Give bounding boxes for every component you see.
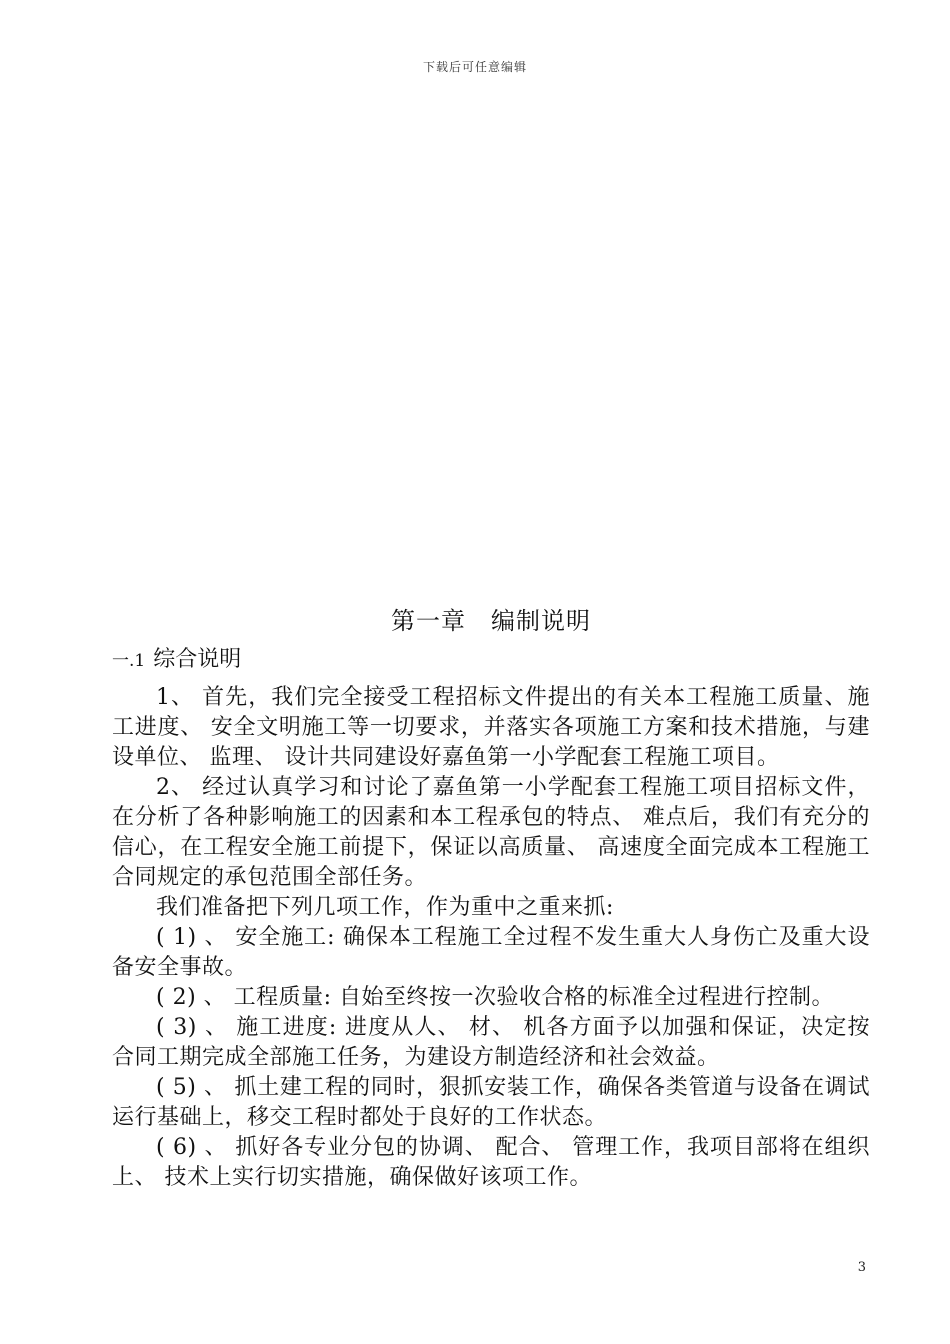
list-item: ( 6) 、 抓好各专业分包的协调、 配合、 管理工作，我项目部将在组织上、 技术上实行切实措施，确保做好该项工作。: [112, 1135, 870, 1190]
paragraph: 2、 经过认真学习和讨论了嘉鱼第一小学配套工程施工项目招标文件， 在分析了各种影响施工的因素和本工程承包的特点、 难点后，我们有充分的信心，在工程安全施工前提下，保证以高质量、 高速度全面完成本工程施工合同规定的承包范围全部任务。: [112, 775, 870, 890]
document-body: [112, 604, 870, 1193]
page-number: 3: [857, 1260, 866, 1275]
paragraph: 1、 首先，我们完全接受工程招标文件提出的有关本工程施工质量、施工进度、 安全文明施工等一切要求，并落实各项施工方案和技术措施，与建设单位、 监理、 设计共同建设好嘉鱼第一小学配套工程施工项目。: [112, 685, 870, 770]
section-number: 一.1: [112, 651, 146, 671]
chapter-title: 第一章 编制说明: [391, 607, 591, 635]
header-note: 下载后可任意编辑: [422, 60, 527, 74]
paragraph: 我们准备把下列几项工作，作为重中之重来抓:: [156, 895, 614, 920]
list-item: ( 5) 、 抓土建工程的同时，狠抓安装工作，确保各类管道与设备在调试运行基础上，移交工程时都处于良好的工作状态。: [112, 1075, 870, 1130]
list-item: ( 3) 、 施工进度: 进度从人、 材、 机各方面予以加强和保证，决定按合同工期完成全部施工任务，为建设方制造经济和社会效益。: [112, 1015, 870, 1070]
list-item: ( 1) 、 安全施工: 确保本工程施工全过程不发生重大人身伤亡及重大设备安全事故。: [112, 925, 870, 980]
section-title: 综合说明: [153, 647, 242, 672]
list-item: ( 2) 、 工程质量: 自始至终按一次验收合格的标准全过程进行控制。: [156, 985, 835, 1010]
section-heading: [112, 644, 870, 677]
